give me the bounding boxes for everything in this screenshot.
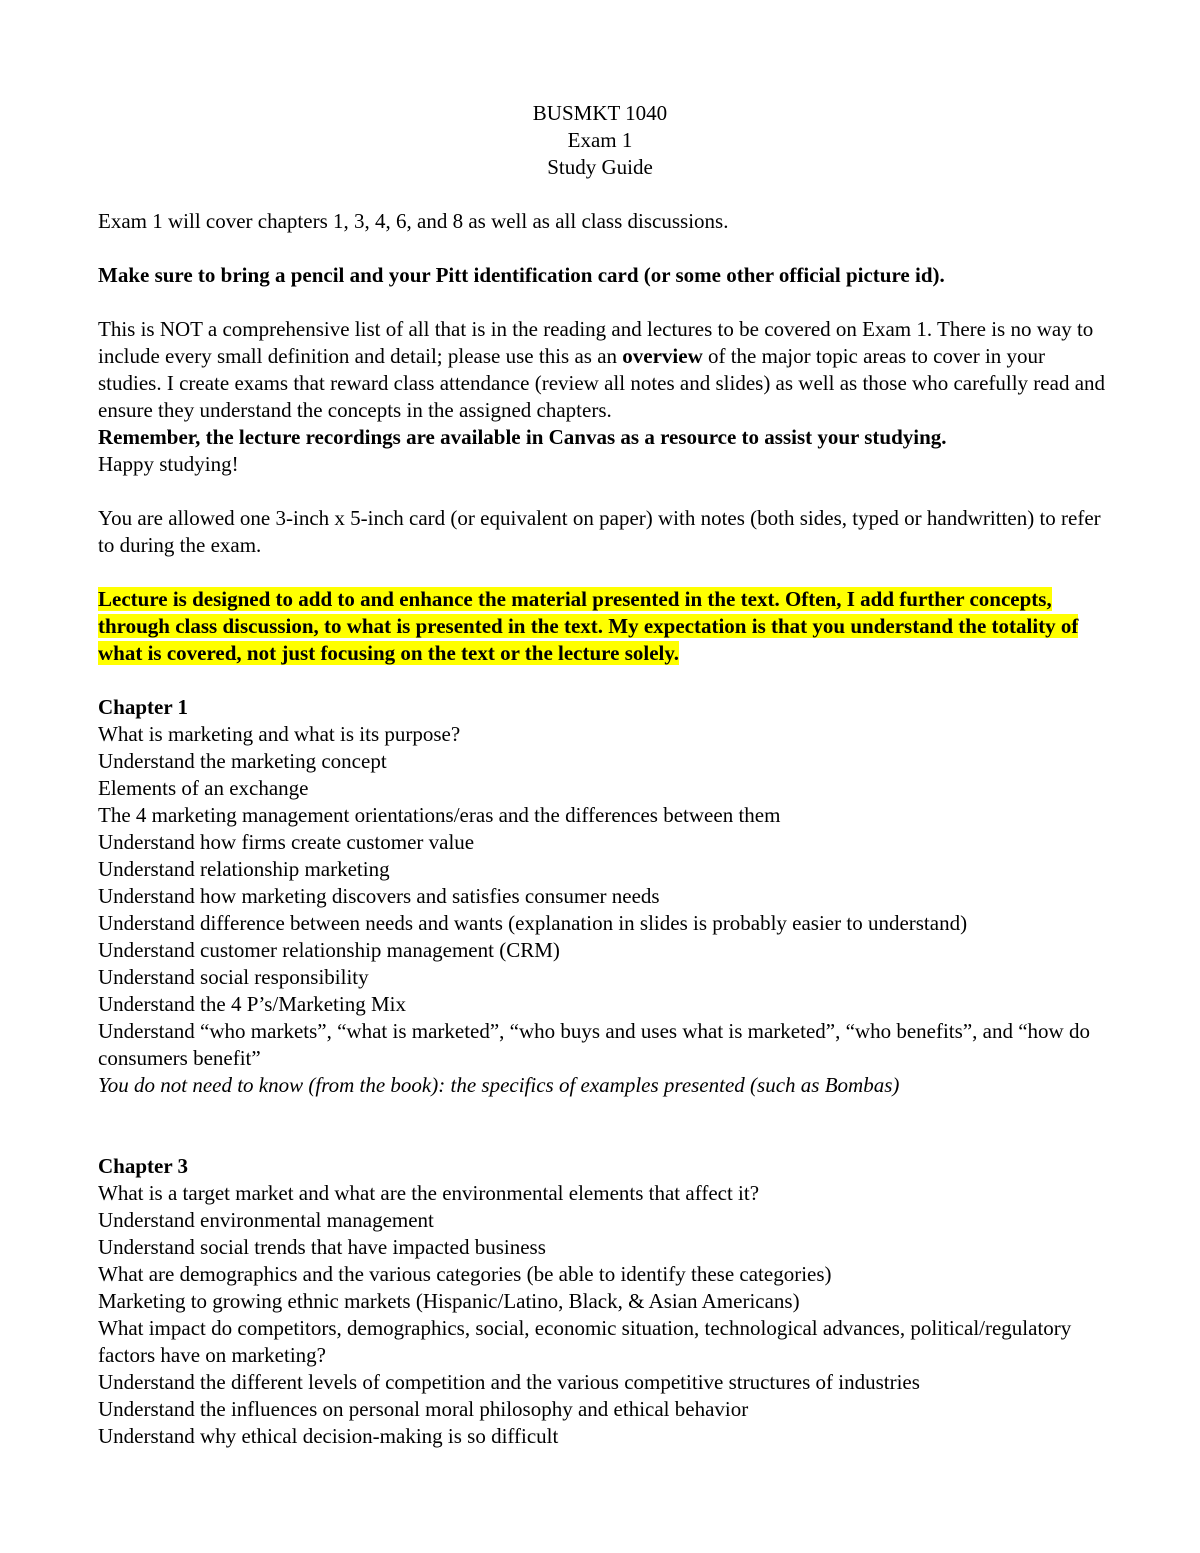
exam-name: Exam 1 (567, 128, 633, 152)
chapter-3-item: What are demographics and the various categories (be able to identify these categories) (98, 1262, 832, 1286)
coverage-text: Exam 1 will cover chapters 1, 3, 4, 6, and 8 as well as all class discussions. (98, 209, 729, 233)
chapter-3-heading: Chapter 3 (98, 1154, 189, 1178)
document-page (98, 100, 1108, 1450)
chapter-1-item: What is marketing and what is its purpose? (98, 722, 461, 746)
document-title-block (98, 100, 1102, 181)
disclaimer-paragraph (98, 316, 1108, 424)
guide-title: Study Guide (547, 155, 653, 179)
course-code: BUSMKT 1040 (532, 101, 668, 125)
chapter-1-heading: Chapter 1 (98, 695, 189, 719)
notecard-allowance: You are allowed one 3-inch x 5-inch card (or equivalent on paper) with notes (both sides, typed or handwritten) to refer to during the exam. (98, 506, 1101, 557)
chapter-3-item: What is a target market and what are the environmental elements that affect it? (98, 1181, 760, 1205)
section-spacer (98, 1099, 1108, 1153)
chapter-3-item: What impact do competitors, demographics, social, economic situation, technological advances, political/regulatory factors have on marketing? (98, 1316, 1072, 1367)
chapter-3-item: Understand the influences on personal moral philosophy and ethical behavior (98, 1397, 749, 1421)
bring-notice: Make sure to bring a pencil and your Pitt identification card (or some other official picture id). (98, 263, 945, 287)
chapter-1-item: Understand customer relationship management (CRM) (98, 938, 560, 962)
chapter-3-item: Marketing to growing ethnic markets (Hispanic/Latino, Black, & Asian Americans) (98, 1289, 800, 1313)
disclaimer-text-a: This is NOT a comprehensive list of all that is in the reading and lectures to be covered on Exam 1. There is no way to include every small definition and detail; please use this as an (98, 317, 1094, 368)
chapter-3-section (98, 1153, 1108, 1450)
chapter-1-note: You do not need to know (from the book): the specifics of examples presented (such as Bombas) (98, 1073, 900, 1097)
recordings-notice: Remember, the lecture recordings are available in Canvas as a resource to assist your studying. (98, 425, 947, 449)
chapter-1-item: Understand relationship marketing (98, 857, 390, 881)
chapter-1-item: The 4 marketing management orientations/eras and the differences between them (98, 803, 781, 827)
lecture-note-highlight: Lecture is designed to add to and enhance the material presented in the text. Often, I add further concepts, through class discussion, to what is presented in the text. My expectation is that you understand the totality of what is covered, not just focusing on the text or the lecture solely. (98, 587, 1079, 665)
chapter-1-item: Understand difference between needs and wants (explanation in slides is probably easier to understand) (98, 911, 968, 935)
chapter-1-item: Elements of an exchange (98, 776, 309, 800)
lecture-note-paragraph (98, 586, 1108, 667)
happy-studying: Happy studying! (98, 452, 239, 476)
chapter-1-item: Understand “who markets”, “what is marketed”, “who buys and uses what is marketed”, “who benefits”, and “how do consumers benefit” (98, 1019, 1090, 1070)
chapter-3-item: Understand environmental management (98, 1208, 434, 1232)
chapter-1-item: Understand how marketing discovers and satisfies consumer needs (98, 884, 660, 908)
chapter-1-item: Understand the 4 P’s/Marketing Mix (98, 992, 406, 1016)
chapter-3-item: Understand the different levels of competition and the various competitive structures of industries (98, 1370, 920, 1394)
chapter-1-item: Understand social responsibility (98, 965, 369, 989)
chapter-1-section (98, 694, 1108, 1099)
chapter-3-item: Understand why ethical decision-making is so difficult (98, 1424, 559, 1448)
chapter-1-item: Understand the marketing concept (98, 749, 387, 773)
chapter-1-item: Understand how firms create customer value (98, 830, 475, 854)
disclaimer-overview: overview (622, 344, 703, 368)
chapter-3-item: Understand social trends that have impacted business (98, 1235, 546, 1259)
disclaimer-text-b: of the major topic areas to cover in your studies. I create exams that reward class attendance (review all notes and slides) as well as those who carefully read and ensure they understand the concepts in the assigned chapters. (98, 344, 1106, 422)
